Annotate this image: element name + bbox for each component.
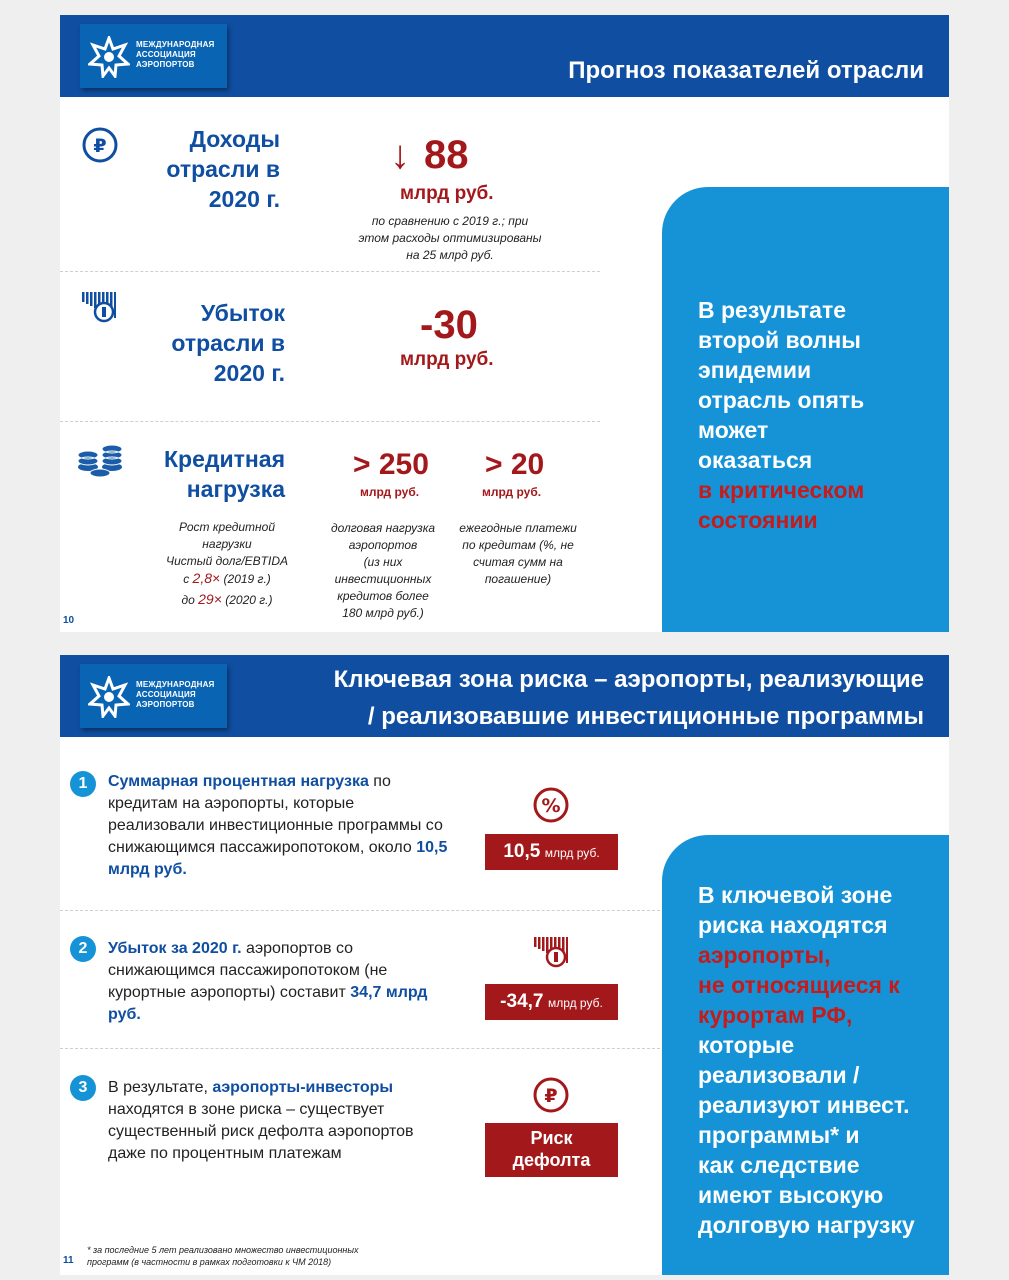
- percent-icon: [532, 786, 570, 824]
- logo-line: АССОЦИАЦИЯ: [136, 50, 196, 59]
- star-logo-icon: [88, 36, 130, 78]
- footnote-line: программ (в частности в рамках подготовки к ЧМ 2018): [87, 1257, 332, 1267]
- panel-line-highlight: аэропорты,: [698, 942, 831, 968]
- panel-line: может: [698, 417, 769, 443]
- panel-line-highlight: состоянии: [698, 507, 818, 533]
- default-risk-badge: [485, 1123, 618, 1177]
- divider: [60, 421, 600, 422]
- item-highlight: Убыток за 2020 г.: [108, 940, 242, 957]
- panel-line: реализуют инвест.: [698, 1092, 910, 1118]
- revenue-number: 88: [424, 133, 469, 177]
- desc-line: считая сумм на: [473, 555, 563, 569]
- annual-payments-unit: млрд руб.: [482, 485, 542, 499]
- note-text: с: [183, 572, 193, 586]
- logo-line: АЭРОПОРТОВ: [136, 700, 195, 709]
- badge-line: Риск: [530, 1128, 573, 1148]
- note-line: [152, 591, 302, 609]
- desc-line: аэропортов: [348, 538, 418, 552]
- label-line: Доходы: [189, 126, 280, 152]
- debt-load-desc: [318, 520, 448, 622]
- panel-line: как следствие: [698, 1152, 860, 1178]
- panel-line: риска находятся: [698, 912, 888, 938]
- slide-title: [334, 661, 924, 735]
- label-line: отрасли в: [171, 330, 285, 356]
- desc-line: по кредитам (%, не: [462, 538, 574, 552]
- conclusion-text: [698, 880, 915, 1240]
- footnote-line: * за последние 5 лет реализовано множество инвестиционных: [87, 1245, 359, 1255]
- label-line: нагрузка: [186, 476, 285, 502]
- badge-line: дефолта: [512, 1150, 591, 1170]
- panel-line-highlight: не относящиеся к: [698, 972, 900, 998]
- label-line: 2020 г.: [208, 186, 280, 212]
- revenue-value: [390, 133, 469, 178]
- item-highlight: аэропорты-инвесторы: [212, 1079, 394, 1096]
- credit-label: [120, 444, 285, 504]
- coins-stack-icon: [76, 443, 124, 479]
- revenue-unit: млрд руб.: [400, 183, 494, 204]
- item-highlight: 34,7 млрд руб.: [108, 984, 428, 1023]
- panel-line: программы* и: [698, 1122, 860, 1148]
- logo-text: [136, 680, 215, 710]
- conclusion-text: [698, 295, 864, 535]
- badge-unit: млрд руб.: [544, 846, 600, 860]
- note-line: нагрузки: [202, 537, 252, 551]
- note-line: по сравнению с 2019 г.; при: [371, 214, 529, 228]
- loss-label: [120, 298, 285, 388]
- logo-line: АССОЦИАЦИЯ: [136, 690, 196, 699]
- item-body: находятся в зоне риска – существует существенный риск дефолта аэропортов даже по процентным платежам: [108, 1101, 414, 1162]
- loss-badge: [485, 984, 618, 1020]
- panel-line: реализовали /: [698, 1062, 860, 1088]
- slide-key-risk-zone: [60, 655, 949, 1275]
- page-number: 11: [63, 1255, 74, 1266]
- logo-line: МЕЖДУНАРОДНАЯ: [136, 40, 215, 49]
- slide-header: [60, 15, 949, 97]
- item-body: В результате,: [108, 1079, 213, 1096]
- annual-payments-desc: [448, 520, 588, 588]
- conclusion-panel: [662, 835, 949, 1275]
- note-line: на 25 млрд руб.: [406, 248, 494, 262]
- page-number: 10: [63, 615, 75, 626]
- panel-line: отрасль опять: [698, 387, 865, 413]
- panel-line: В результате: [698, 297, 847, 323]
- note-text: до: [181, 593, 199, 607]
- credit-note: [152, 519, 302, 609]
- panel-line-highlight: в критическом: [698, 477, 865, 503]
- slide-title: Прогноз показателей отрасли: [568, 57, 924, 84]
- badge-value: 10,5: [503, 841, 541, 862]
- logo-line: АЭРОПОРТОВ: [136, 60, 195, 69]
- svg-text:₽: ₽: [93, 135, 107, 157]
- declining-chart-icon: [80, 290, 118, 324]
- item-body: аэропортов со снижающимся пассажиропотоком (не курортные аэропорты) составит: [108, 940, 388, 1001]
- conclusion-panel: [662, 187, 949, 632]
- panel-line: второй волны: [698, 327, 861, 353]
- revenue-label: [120, 124, 280, 214]
- label-line: Кредитная: [164, 446, 285, 472]
- desc-line: (из них: [363, 555, 403, 569]
- ruble-icon: [532, 1076, 570, 1114]
- item-number: 3: [70, 1075, 96, 1101]
- desc-line: кредитов более: [337, 589, 429, 603]
- panel-line: долговую нагрузку: [698, 1212, 915, 1238]
- item-number: 2: [70, 936, 96, 962]
- logo-text: [136, 40, 215, 70]
- divider: [60, 271, 600, 272]
- item-text: [108, 938, 438, 1026]
- item-text: [108, 1077, 438, 1165]
- badge-value: -34,7: [500, 991, 544, 1012]
- desc-line: погашение): [484, 572, 552, 586]
- loss-unit: млрд руб.: [400, 349, 494, 370]
- desc-line: ежегодные платежи: [459, 521, 577, 535]
- item-body: по кредитам на аэропорты, которые реализовали инвестиционные программы со снижающимся пассажиропотоком, около: [108, 773, 443, 856]
- panel-line: оказаться: [698, 447, 813, 473]
- label-line: Убыток: [200, 300, 285, 326]
- note-text: (2019 г.): [220, 572, 271, 586]
- logo-line: МЕЖДУНАРОДНАЯ: [136, 680, 215, 689]
- annual-payments-value: > 20: [485, 448, 545, 481]
- svg-text:%: %: [541, 795, 561, 817]
- panel-line-highlight: курортам РФ,: [698, 1002, 853, 1028]
- item-text: [108, 771, 448, 881]
- panel-line: имеют высокую: [698, 1182, 884, 1208]
- note-line: Чистый долг/EBTIDA: [166, 554, 288, 568]
- debt-load-value: > 250: [353, 448, 429, 481]
- revenue-note: [330, 213, 570, 264]
- footnote: [87, 1244, 358, 1268]
- panel-line: эпидемии: [698, 357, 812, 383]
- desc-line: долговая нагрузка: [330, 521, 436, 535]
- label-line: 2020 г.: [213, 360, 285, 386]
- note-line: Рост кредитной: [178, 520, 275, 534]
- item-highlight: 10,5 млрд руб.: [108, 839, 448, 878]
- slide-industry-forecast: [60, 15, 949, 632]
- interest-load-badge: [485, 834, 618, 870]
- note-line: этом расходы оптимизированы: [358, 231, 542, 245]
- label-line: отрасли в: [166, 156, 280, 182]
- title-line: / реализовавшие инвестиционные программы: [367, 703, 924, 730]
- desc-line: инвестиционных: [334, 572, 432, 586]
- item-highlight: Суммарная процентная нагрузка: [108, 773, 369, 790]
- title-line: Ключевая зона риска – аэропорты, реализующие: [333, 666, 924, 693]
- badge-unit: млрд руб.: [547, 996, 603, 1010]
- association-logo: [80, 24, 227, 88]
- panel-line: которые: [698, 1032, 795, 1058]
- item-number: 1: [70, 771, 96, 797]
- declining-chart-icon: [532, 934, 570, 970]
- ratio-2019: 2,8×: [192, 570, 221, 586]
- debt-load-unit: млрд руб.: [360, 485, 420, 499]
- slide-header: [60, 655, 949, 737]
- note-line: [152, 570, 302, 588]
- divider: [60, 1048, 660, 1049]
- divider: [60, 910, 660, 911]
- ruble-icon: [81, 126, 119, 164]
- desc-line: 180 млрд руб.): [342, 606, 424, 620]
- svg-text:₽: ₽: [544, 1085, 558, 1107]
- star-logo-icon: [88, 676, 130, 718]
- loss-value: -30: [420, 303, 478, 347]
- note-text: (2020 г.): [221, 593, 273, 607]
- down-arrow-icon: ↓: [390, 133, 410, 177]
- association-logo: [80, 664, 227, 728]
- ratio-2020: 29×: [198, 591, 222, 607]
- panel-line: В ключевой зоне: [698, 882, 893, 908]
